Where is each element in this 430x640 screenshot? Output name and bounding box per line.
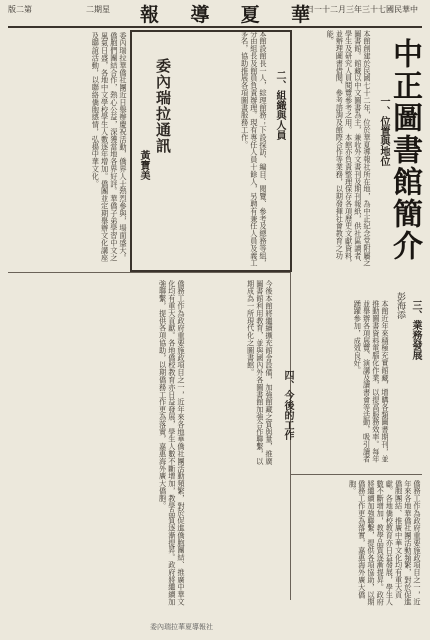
article-byline: 彭海添 [395, 292, 405, 319]
section-heading: 一、位置與地位 [378, 96, 389, 166]
masthead-char: 華 [290, 3, 310, 26]
sidebar-body: 委內瑞拉華僑社團近日舉辦慶祝活動，僑界人士熱烈參與，場面盛大。僑胞們團結合作，熱心公益，深獲當地各界好評。華僑子弟學習中文之風氣日盛，各地中文學校學生人數逐年增加。僑團並定期舉辦文化講座及聯誼活動，以聯絡僑胞感情，弘揚中華文化。 [91, 32, 128, 262]
date-line: 日一十二月三年三十七國民華中 [306, 5, 418, 14]
footer: 委內瑞拉華夏導報社 [150, 623, 213, 631]
page-number: 版二第 [8, 5, 32, 14]
section-heading: 四、今後的工作 [282, 370, 293, 440]
section-body: 本館近年來積極充實館藏，增購各類圖書期刊，並推動圖書資料電腦化作業，以提高服務效率。每年並舉辦各項展覽、演講及讀書會等活動，吸引讀者踴躍參加，成效良好。 [353, 300, 390, 463]
sidebar-author: 黃寶美 [138, 150, 149, 180]
article-title: 中正圖書館簡介 [387, 38, 422, 262]
lower-article-body: 僑務工作為政府重要施政項目之一，近年來各地華僑社團活動頻繁，對於促進僑胞團結、推廣中華文化均有重大貢獻。各地僑校教育亦日益發展，學生人數不斷增加，教學品質逐漸提昇。政府將繼續加強聯繫，提供各項協助，以期僑務工作更為落實，嘉惠海外廣大僑胞。 [158, 280, 186, 606]
masthead [140, 2, 310, 24]
section-heading: 二、組織與人員 [274, 70, 285, 140]
sidebar-title: 委內瑞拉通訊 [154, 58, 172, 154]
lower-right-body: 僑務工作為政府重要施政項目之一，近年來各地華僑社團活動頻繁，對於促進僑胞團結、推廣中華文化均有重大貢獻。各地僑校教育亦日益發展，學生人數不斷增加，教學品質逐漸提昇。政府將繼續加強聯繫，提供各項協助，以期僑務工作更為落實，嘉惠海外廣大僑胞。 [348, 480, 422, 606]
section-heading: 三、業務發展 [410, 300, 421, 360]
header-rule [8, 26, 422, 28]
masthead-char: 導 [190, 3, 210, 26]
weekday: 二期星 [86, 5, 110, 14]
section-body: 本館設館長一人，綜理館務；下設採訪、編目、閱覽、參考及總務等組，分由組長及館員負責辦理。現有專任人員十餘人，另聘有兼任人員及義工多名，協助推展各項圖書服務工作。 [240, 30, 268, 267]
section-body: 今後本館將繼續擴充館舍設備，加強館藏之質與量，推廣圖書館利用教育，並與國內外各圖書館加強合作聯繫，以期成為一所現代化之圖書館。 [246, 280, 274, 465]
section-divider [290, 474, 422, 475]
section-body: 本館創建於民國七十二年，位於華夏導報社所在地，為中正紀念堂附屬之圖書館。館藏以中文圖書為主，兼收外文書刊及期刊報紙，供社區讀者、學生及研究人員閱覽參考之用。本館亦負責整理保存各項歷史文獻資料，並辦理圖書借閱、參考諮詢及館際合作等業務，以期發揮社會教育之功能。 [326, 30, 372, 267]
masthead-char: 夏 [240, 3, 260, 26]
masthead-char: 報 [140, 3, 160, 26]
section-divider [8, 272, 290, 273]
